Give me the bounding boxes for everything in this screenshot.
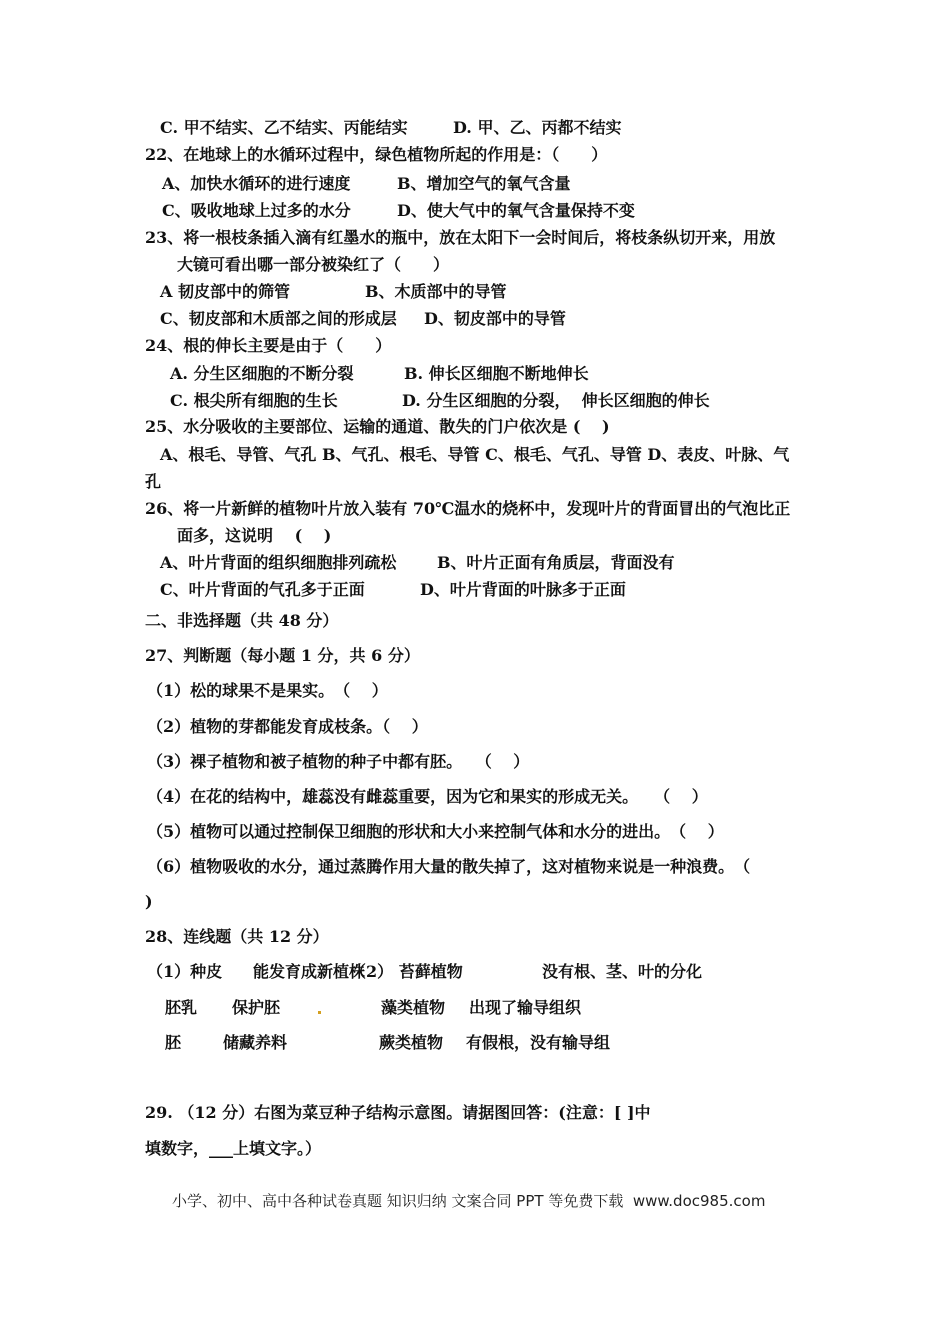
- option-a: A、叶片背面的组织细胞排列疏松: [160, 553, 397, 572]
- option-d: D. 分生区细胞的分裂， 伸长区细胞的伸长: [402, 391, 710, 410]
- question-stem: 24、根的伸长主要是由于（ ）: [145, 336, 392, 355]
- question-stem: 28、连线题（共 12 分）: [145, 927, 329, 946]
- option-a: A 韧皮部中的筛管: [160, 282, 290, 301]
- question-stem: 27、判断题（每小题 1 分，共 6 分）: [145, 646, 420, 665]
- option-b: B、增加空气的氧气含量: [397, 174, 571, 193]
- options-cont: 孔: [145, 472, 162, 491]
- option-c: C、吸收地球上过多的水分: [162, 201, 351, 220]
- stray-mark: [318, 1011, 321, 1014]
- question-stem-cont: 大镜可看出哪一部分被染红了（ ）: [177, 255, 450, 274]
- match-left: （2） 苔藓植物: [350, 962, 463, 981]
- match-right: 储藏养料: [223, 1033, 288, 1052]
- option-c: C、叶片背面的气孔多于正面: [160, 580, 365, 599]
- match-left: （1）种皮: [147, 962, 223, 981]
- judgement-item: （6）植物吸收的水分，通过蒸腾作用大量的散失掉了，这对植物来说是一种浪费。 （: [147, 857, 751, 876]
- option-d: D. 甲、乙、丙都不结实: [453, 118, 622, 137]
- options: A、根毛、导管、气孔 B、气孔、根毛、导管 C、根毛、气孔、导管 D、表皮、叶脉、气: [160, 445, 790, 464]
- match-left: 胚乳: [165, 998, 198, 1017]
- question-stem: 22、在地球上的水循环过程中，绿色植物所起的作用是：（ ）: [145, 145, 608, 164]
- option-b: B、木质部中的导管: [365, 282, 507, 301]
- question-stem: 25、水分吸收的主要部位、运输的通道、散失的门户依次是 ( ): [145, 417, 610, 436]
- page-footer: 小学、初中、高中各种试卷真题 知识归纳 文案合同 PPT 等免费下载 www.doc985.com: [172, 1192, 766, 1210]
- match-right: 保护胚: [232, 998, 281, 1017]
- match-right: 能发育成新植株: [253, 962, 366, 981]
- match-left: 蕨类植物: [379, 1033, 444, 1052]
- option-d: D、叶片背面的叶脉多于正面: [420, 580, 626, 599]
- judgement-item-cont: ): [145, 892, 153, 911]
- question-stem-cont: 填数字，___上填文字。）: [145, 1139, 322, 1158]
- option-d: D、韧皮部中的导管: [424, 309, 566, 328]
- question-stem-cont: 面多，这说明 ( ): [177, 526, 332, 545]
- option-b: B、叶片正面有角质层，背面没有: [437, 553, 675, 572]
- option-a: A、加快水循环的进行速度: [162, 174, 351, 193]
- judgement-item: （3）裸子植物和被子植物的种子中都有胚。 （ ）: [147, 752, 530, 771]
- option-a: A. 分生区细胞的不断分裂: [170, 364, 354, 383]
- question-stem: 26、将一片新鲜的植物叶片放入装有 70℃温水的烧杯中，发现叶片的背面冒出的气泡比正: [145, 499, 791, 518]
- section-heading: 二、非选择题（共 48 分）: [145, 611, 339, 630]
- option-b: B. 伸长区细胞不断地伸长: [404, 364, 589, 383]
- match-right: 有假根，没有输导组: [466, 1033, 611, 1052]
- question-stem: 29. （12 分）右图为菜豆种子结构示意图。请据图回答：(注意：[ ]中: [145, 1103, 651, 1122]
- option-c: C、韧皮部和木质部之间的形成层: [160, 309, 397, 328]
- match-left: 藻类植物: [381, 998, 446, 1017]
- judgement-item: （4）在花的结构中，雄蕊没有雌蕊重要，因为它和果实的形成无关。 （ ）: [147, 787, 708, 806]
- judgement-item: （2）植物的芽都能发育成枝条。（ ）: [147, 717, 428, 736]
- question-stem: 23、将一根枝条插入滴有红墨水的瓶中，放在太阳下一会时间后，将枝条纵切开来，用放: [145, 228, 776, 247]
- option-d: D、使大气中的氧气含量保持不变: [397, 201, 635, 220]
- match-left: 胚: [165, 1033, 182, 1052]
- option-c: C. 甲不结实、乙不结实、丙能结实: [160, 118, 408, 137]
- match-right: 出现了输导组织: [469, 998, 582, 1017]
- match-right: 没有根、茎、叶的分化: [542, 962, 703, 981]
- judgement-item: （1）松的球果不是果实。 （ ）: [147, 681, 388, 700]
- option-c: C. 根尖所有细胞的生长: [170, 391, 338, 410]
- judgement-item: （5）植物可以通过控制保卫细胞的形状和大小来控制气体和水分的进出。 （ ）: [147, 822, 724, 841]
